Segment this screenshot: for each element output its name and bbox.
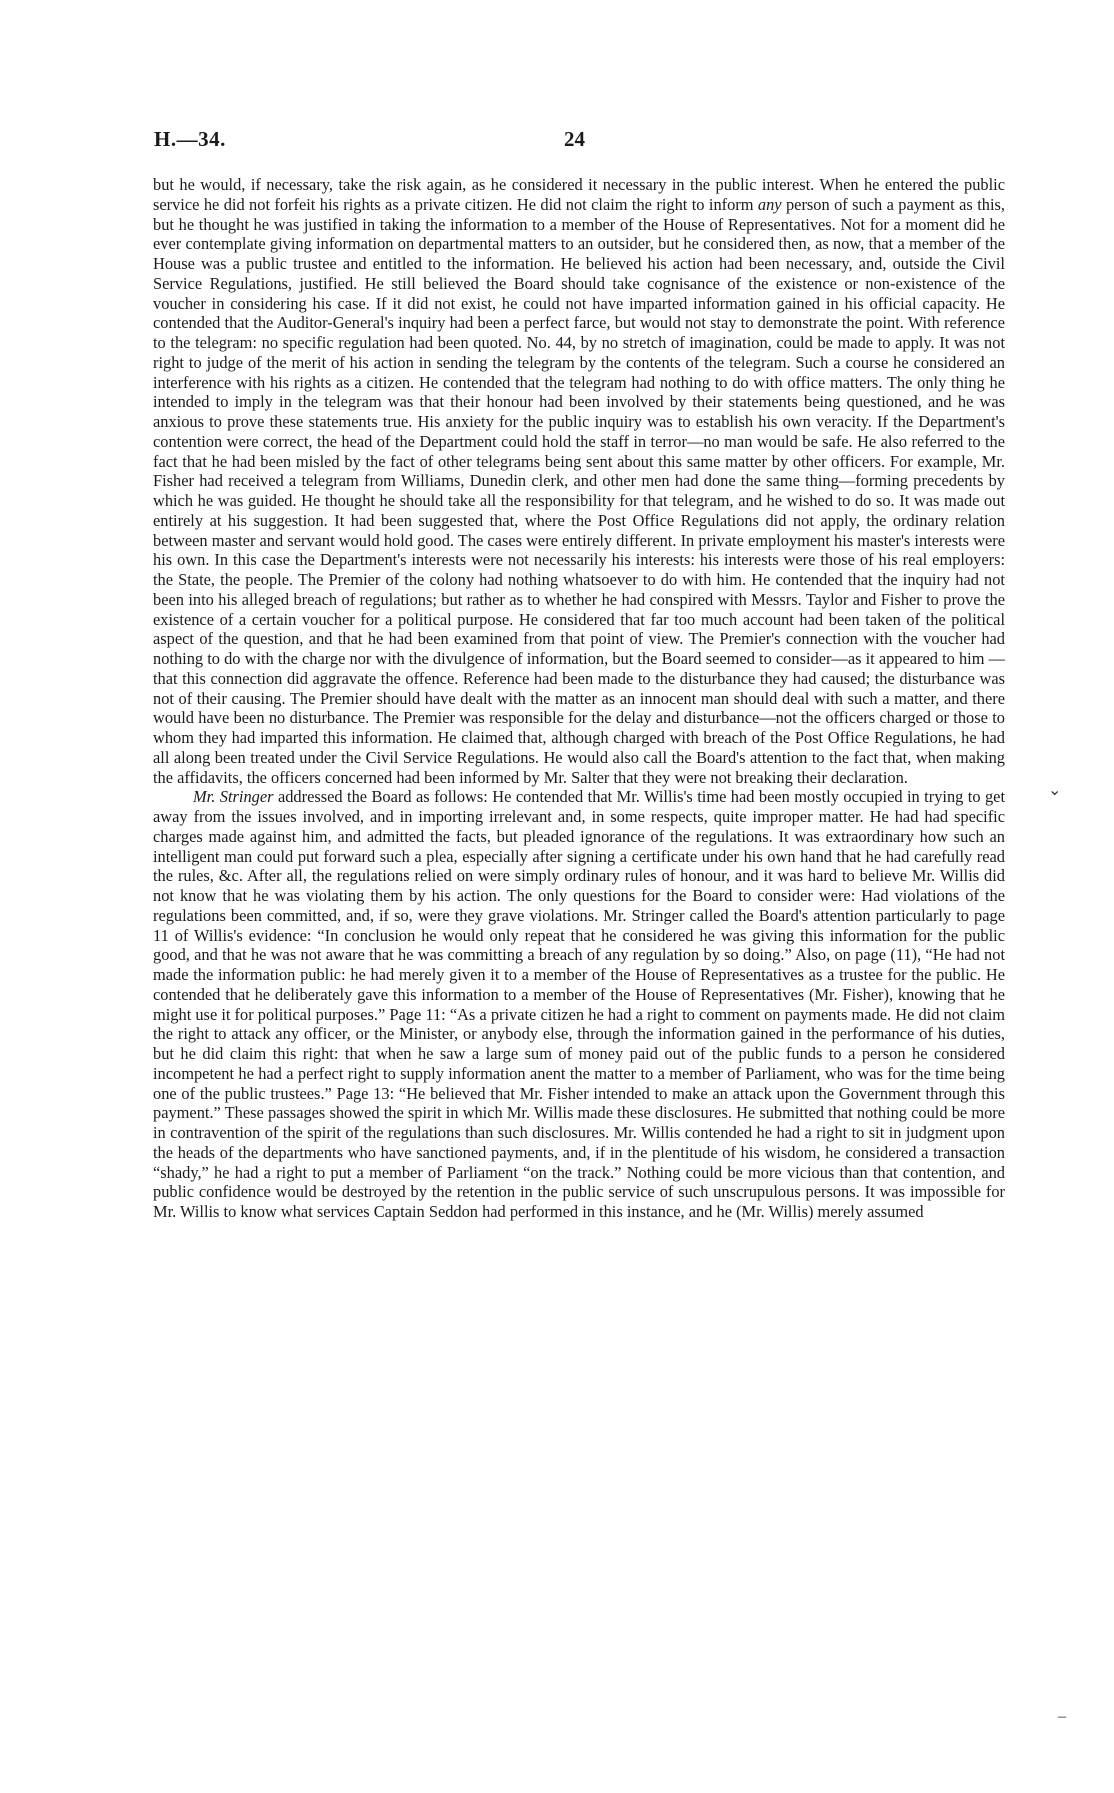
paragraph: [153, 175, 1005, 787]
body-text: [153, 175, 1005, 1222]
margin-tick-mark: ‒: [1058, 1708, 1066, 1725]
text-run: person of such a payment as this, but he thought he was justified in taking the information to a member of the House of Representatives. Not for a moment did he ever contemplate giving information on departmental matters to an outsider, but he considered then, as now, that a member of the House was a public trustee and entitled to the information. He believed his action had been necessary, and, outside the Civil Service Regulations, justified. He still believed the Board should take cognisance of the existence or non-existence of the voucher in considering his case. If it did not exist, he could not have imparted information gained in his official capacity. He contended that the Auditor-General's inquiry had been a perfect farce, but would not stay to demonstrate the point. With reference to the telegram: no specific regulation had been quoted. No. 44, by no stretch of imagination, could be made to apply. It was not right to judge of the merit of his action in sending the telegram by the contents of the telegram. Such a course he considered an interference with his rights as a citizen. He contended that the telegram had nothing to do with office matters. The only thing he intended to imply in the telegram was that their honour had been involved by their statements being questioned, and he was anxious to prove these statements true. His anxiety for the public inquiry was to establish his own veracity. If the Department's contention were correct, the head of the Department could hold the staff in terror—no man would be safe. He also referred to the fact that he had been misled by the fact of other telegrams being sent about this same matter by other officers. For example, Mr. Fisher had received a telegram from Williams, Dunedin clerk, and other men had done the same thing—forming precedents by which he was guided. He thought he should take all the responsibility for that telegram, and he wished to do so. It was made out entirely at his suggestion. It had been suggested that, where the Post Office Regulations did not apply, the ordinary relation between master and servant would hold good. The cases were entirely different. In private employment his master's interests were his own. In this case the Department's interests were not necessarily his interests: his interests were those of his real employers: the State, the people. The Premier of the colony had nothing whatsoever to do with him. He contended that the inquiry had not been into his alleged breach of regulations; but rather as to whether he had conspired with Messrs. Taylor and Fisher to prove the existence of a certain voucher for a political purpose. He considered that far too much account had been taken of the political aspect of the question, and that he had been examined from that point of view. The Premier's connection with the voucher had nothing to do with the charge nor with the divulgence of information, but the Board seemed to consider—as it appeared to him — that this connection did aggravate the offence. Reference had been made to the disturbance they had caused; the disturbance was not of their causing. The Premier should have dealt with the matter as an innocent man should deal with such a matter, and there would have been no disturbance. The Premier was responsible for the delay and disturbance—not the officers charged or those to whom they had imparted this information. He claimed that, although charged with breach of the Post Office Regulations, he had all along been treated under the Civil Service Regulations. He would also call the Board's attention to the fact that, when making the affidavits, the officers concerned had been informed by Mr. Salter that they were not breaking their declaration.: [153, 194, 1005, 787]
paragraph: [153, 787, 1005, 1222]
page-number: 24: [564, 127, 585, 151]
page-header: [154, 127, 1004, 159]
text-run: but he would, if necessary, take the risk again, as he considered it necessary in the public interest. When he entered the public service he did not forfeit his rights as a private citizen. He did not claim the right to inform: [153, 175, 1005, 214]
speaker-name: Mr. Stringer: [193, 787, 274, 807]
margin-tick-mark: ⌄: [1048, 782, 1062, 799]
text-run-italic: any: [757, 194, 782, 214]
document-reference: H.—34.: [154, 127, 226, 151]
text-run: addressed the Board as follows: He contended that Mr. Willis's time had been mostly occupied in trying to get away from the issues involved, and in importing irrelevant and, in some respects, quite improper matter. He had had specific charges made against him, and admitted the facts, but pleaded ignorance of the regulations. It was extraordinary how such an intelligent man could put forward such a plea, especially after signing a certificate under his own hand that he had carefully read the rules, &c. After all, the regulations relied on were simply ordinary rules of honour, and it was hard to believe Mr. Willis did not know that he was violating them by his action. The only questions for the Board to consider were: Had violations of the regulations been committed, and, if so, were they grave violations. Mr. Stringer called the Board's attention particularly to page 11 of Willis's evidence: “In conclusion he would only repeat that he considered he was giving this information for the public good, and that he was not aware that he was committing a breach of any regulation by so doing.” Also, on page (11), “He had not made the information public: he had merely given it to a member of the House of Representatives as a trustee for the public. He contended that he deliberately gave this information to a member of the House of Representatives (Mr. Fisher), knowing that he might use it for political purposes.” Page 11: “As a private citizen he had a right to comment on payments made. He did not claim the right to attack any officer, or the Minister, or anybody else, through the information gained in the performance of his duties, but he did claim this right: that when he saw a large sum of money paid out of the public funds to a person he considered incompetent he had a perfect right to supply information anent the matter to a member of Parliament, who was for the time being one of the public trustees.” Page 13: “He believed that Mr. Fisher intended to make an attack upon the Government through this payment.” These passages showed the spirit in which Mr. Willis made these disclosures. He submitted that nothing could be more in contravention of the spirit of the regulations than such disclosures. Mr. Willis contended he had a right to sit in judgment upon the heads of the departments who have sanctioned payments, and, if in the plentitude of his wisdom, he considered a transaction “shady,” he had a right to put a member of Parliament “on the track.” Nothing could be more vicious than that contention, and public confidence would be destroyed by the retention in the public service of such unscrupulous persons. It was impossible for Mr. Willis to know what services Captain Seddon had performed in this instance, and he (Mr. Willis) merely assumed: [153, 787, 1006, 1221]
